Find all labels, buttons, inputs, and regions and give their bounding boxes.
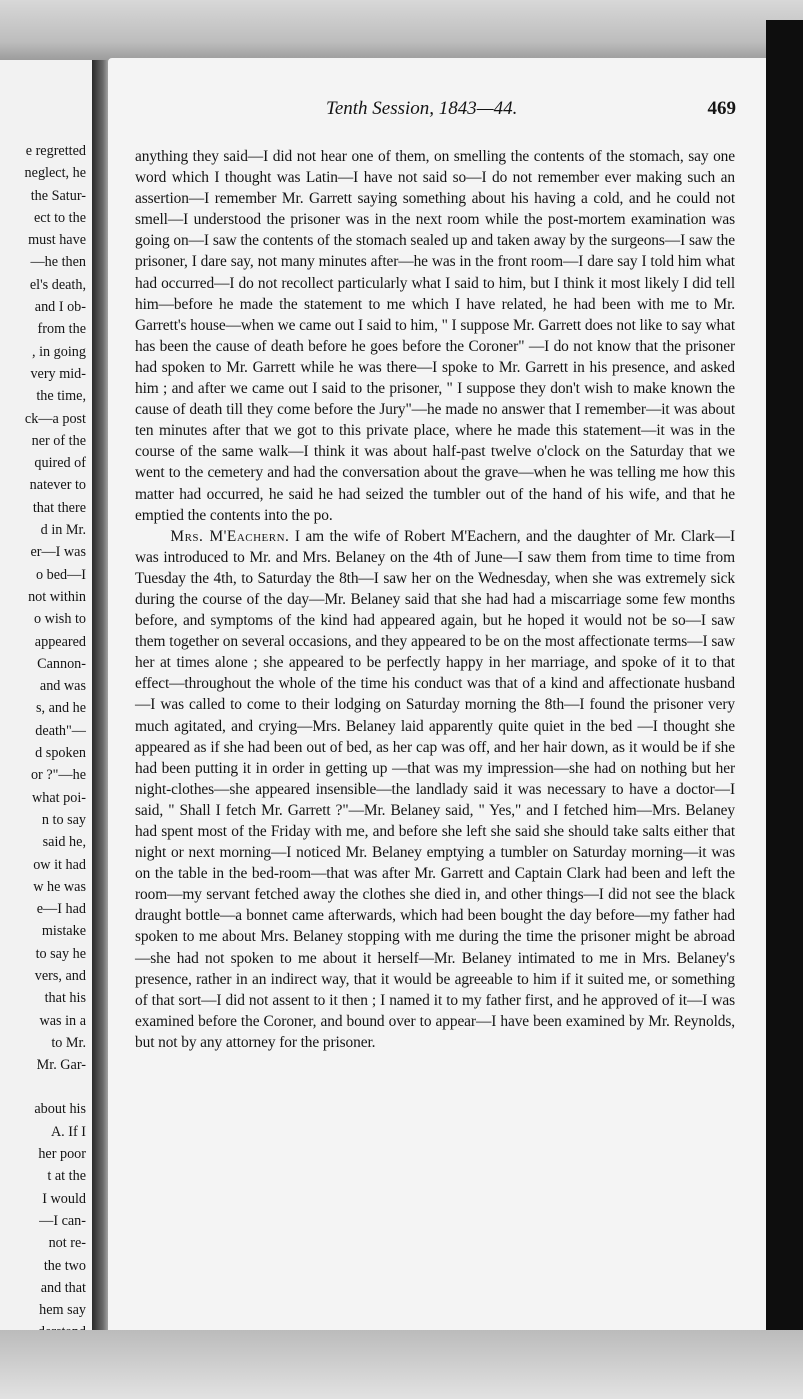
left-page-edge <box>0 60 98 1330</box>
paragraph-continued-testimony <box>135 146 735 526</box>
left-page-line: w he was <box>33 878 86 895</box>
paragraph-text: anything they said—I did not hear one of them, on smelling the contents of the stomach, say one word which I thought was Latin—I have not said so—I do not remember ever making such an assertion—I remember Mr. Garrett saying something about his having a cold, and he could not smell—I understood the prisoner was in the next room while the post-mortem examination was going on—I saw the contents of the stomach sealed up and taken away by the surgeons—I saw the prisoner, I dare say, not many minutes after—he was in the front room—I dare say I told him what had occurred—I do not recollect particularly what I said to him, but I think it most likely I did tell him—before he made the statement to me which I have related, he had been with me to Mr. Garrett's house—when we came out I said to him, " I suppose Mr. Garrett does not like to say what has been the cause of death before he goes before the Coroner" —I do not know that the prisoner had spoken to Mr. Garrett while he was there—I spoke to Mr. Garrett in his presence, and asked him ; and after we came out I said to the prisoner, " I suppose they don't wish to make known the cause of death till they come before the Jury"—he made no answer that I remember—it was about ten minutes after that we got to this private place, where he made this statement—it was in the course of the same walk—I think it was about half-past twelve o'clock on the Saturday that we went to the cemetery and had the conversation about the grave—when he was telling me how this matter had occurred, he said he had seized the tumbler out of the hand of his wife, and that he emptied the contents into the po. <box>135 148 735 524</box>
left-page-line: ow it had <box>33 856 86 873</box>
left-page-line: the Satur- <box>30 187 86 204</box>
left-page-line: e regretted <box>25 143 86 159</box>
left-page-line: not within <box>28 588 86 605</box>
left-page-text-fragments <box>0 140 86 1344</box>
left-page-line: death"— <box>35 722 86 739</box>
left-page-line: , in going <box>32 343 86 360</box>
paragraph-mrs-meachern-testimony <box>135 526 735 1053</box>
left-page-line: natever to <box>29 477 86 494</box>
left-page-line: er—I was <box>30 544 86 561</box>
left-page-line: appeared <box>34 633 86 650</box>
left-page-line: and was <box>39 678 86 695</box>
left-page-line: from the <box>37 321 86 338</box>
left-page-line: hem say <box>39 1302 86 1319</box>
left-page-line: n to say <box>41 811 86 828</box>
page-number: 469 <box>707 98 736 119</box>
left-page-line: the two <box>43 1257 86 1274</box>
left-page-line: to say he <box>35 945 86 962</box>
left-page-line: very mid- <box>30 365 86 382</box>
left-page-line: d spoken <box>35 745 86 762</box>
page-header <box>140 98 736 124</box>
left-page-line: not re- <box>48 1235 86 1252</box>
left-page-line: o wish to <box>33 611 86 628</box>
left-page-line: what poi- <box>32 789 86 806</box>
left-page-line: and that <box>40 1279 86 1296</box>
left-page-line: the time, <box>36 388 86 405</box>
left-page-line: A. If I <box>50 1123 86 1140</box>
left-page-line: e—I had <box>36 901 86 918</box>
left-page-line: o bed—I <box>35 566 86 583</box>
left-page-line <box>0 1076 86 1098</box>
left-page-line: to Mr. <box>51 1034 86 1051</box>
witness-name: Mrs. M'Eachern. <box>170 527 290 545</box>
left-page-line: her poor <box>38 1146 86 1163</box>
body-text <box>135 146 735 1053</box>
left-page-line: t at the <box>47 1168 86 1185</box>
left-page-line: Mr. Gar- <box>36 1057 86 1074</box>
left-page-line: said he, <box>42 834 86 851</box>
left-page-line: el's death, <box>29 276 86 293</box>
left-page-line: mistake <box>41 923 86 940</box>
left-page-line: I would <box>42 1190 86 1207</box>
scan-dark-edge <box>766 20 803 1399</box>
left-page-line: neglect, he <box>24 165 86 182</box>
left-page-line: —he then <box>30 254 86 271</box>
left-page-line: ck—a post <box>24 410 86 427</box>
left-page-line: that there <box>32 499 86 516</box>
left-page-line: —I can- <box>39 1212 86 1229</box>
left-page-line: d in Mr. <box>40 522 86 539</box>
left-page-line: or ?"—he <box>30 767 86 784</box>
scan-background-bottom <box>0 1330 803 1399</box>
left-page-line: Cannon- <box>37 655 86 672</box>
left-page-line: quired of <box>34 455 86 472</box>
left-page-line: ect to the <box>34 209 86 226</box>
paragraph-text: I am the wife of Robert M'Eachern, and the daughter of Mr. Clark—I was introduced to Mr. and Mrs. Belaney on the 4th of June—I saw them from time to time from Tuesday the 4th, to Saturday the 8th—I saw her on the Wednesday, when she was extremely sick during the course of the day—Mr. Belaney said that she had had a miscarriage some few months before, and symptoms of the kind had appeared again, but he hoped it would not be so—I saw them together on several occasions, and they appeared to be on the most affectionate terms—I saw her at times alone ; she appeared to be perfectly happy in her marriage, and spoke of it to that effect—throughout the whole of the time his conduct was that of a kind and affectionate husband—I was called to come to their lodging on Saturday morning the 8th—I found the prisoner very much agitated, and crying—Mrs. Belaney laid apparently quite quiet in the bed —I thought she appeared as if she had been out of bed, as her cap was off, and her hair down, as it would be if she had been putting it in order in getting up —that was my impression—she had on nothing but her night-clothes—she appeared insensible—the landlady said it was necessary to have a doctor—I said, " Shall I fetch Mr. Garrett ?"—Mr. Belaney said, " Yes," and I fetched him—Mrs. Belaney had spent most of the Friday with me, and before she left she said she should take salts either that night or next morning—I noticed Mr. Belaney emptying a tumbler on Saturday morning—it was on the table in the bed-room—that was after Mr. Garrett and Captain Clark had been and left the room—my servant fetched away the clothes she died in, and other things—I did not see the black draught bottle—a bonnet came afterwards, which had been bought the day before—my father had spoken to me about Mrs. Belaney stopping with me during the time the prisoner might be abroad —she had not spoken to me about it herself—Mr. Belaney intimated to me in Mrs. Belaney's presence, rather in an indirect way, that it would be agreeable to him if it suited me, or something of that sort—I did not assent to it then ; I named it to my father first, and he approved of it—I was examined before the Coroner, and bound over to appear—I have been examined by Mr. Reynolds, but not by any attorney for the prisoner. <box>135 527 735 1051</box>
left-page-line: about his <box>34 1101 86 1118</box>
left-page-line: ner of the <box>31 432 86 449</box>
left-page-line: was in a <box>39 1012 86 1029</box>
left-page-line: s, and he <box>35 700 86 717</box>
left-page-line: must have <box>28 232 86 249</box>
running-head: Tenth Session, 1843—44. <box>326 98 518 119</box>
left-page-line: vers, and <box>34 967 86 984</box>
left-page-line: that his <box>44 990 86 1007</box>
left-page-line: and I ob- <box>34 299 86 316</box>
